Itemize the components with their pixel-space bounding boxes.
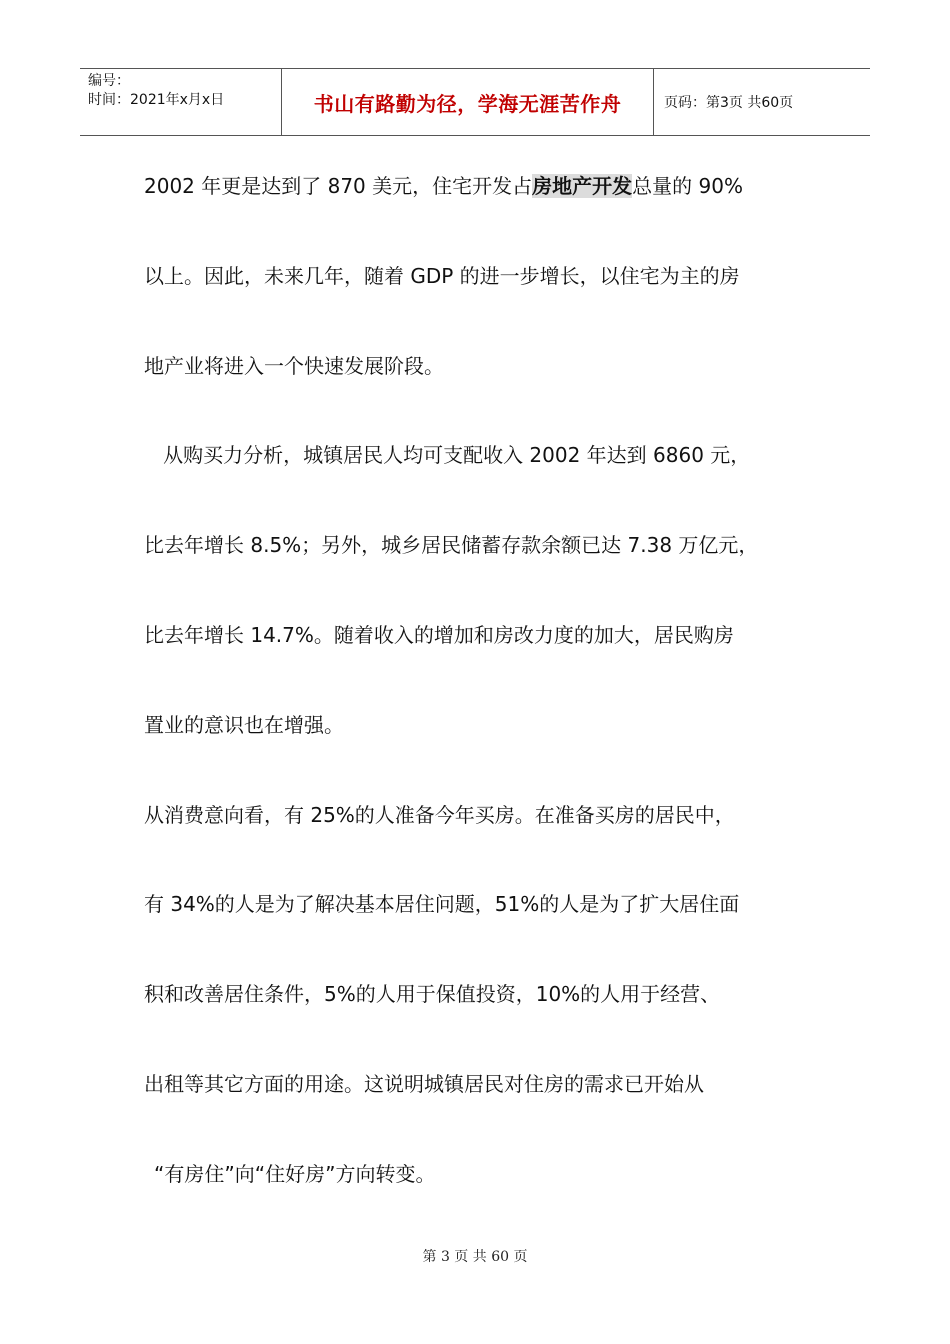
body-line-4: 从购买力分析，城镇居民人均可支配收入 2002 年达到 6860 元，: [144, 443, 751, 468]
body-line-1: 2002 年更是达到了 870 美元，住宅开发占房地产开发总量的 90%: [144, 174, 743, 198]
header-motto: 书山有路勤为径，学海无涯苦作舟: [282, 69, 654, 135]
document-number-label: 编号：: [88, 73, 130, 89]
highlighted-term: 房地产开发: [532, 174, 633, 198]
body-line-2: 以上。因此，未来几年，随着 GDP 的进一步增长，以住宅为主的房: [144, 263, 740, 288]
body-line-3: 地产业将进入一个快速发展阶段。: [144, 353, 444, 378]
body-line-7: 置业的意识也在增强。: [144, 712, 344, 737]
body-line-12: “有房住”向“住好房”方向转变。: [154, 1161, 436, 1186]
body-line-10: 积和改善居住条件，5%的人用于保值投资，10%的人用于经营、: [144, 982, 721, 1007]
page-header: [80, 68, 870, 136]
header-page-info: 页码：第3页 共60页: [664, 95, 794, 111]
body-line-8: 从消费意向看，有 25%的人准备今年买房。在准备买房的居民中，: [144, 802, 735, 827]
body-line-6: 比去年增长 14.7%。随着收入的增加和房改力度的加大，居民购房: [144, 622, 734, 647]
body-line-9: 有 34%的人是为了解决基本居住问题，51%的人是为了扩大居住面: [144, 892, 740, 917]
document-body: [144, 160, 824, 1238]
document-date: 时间：2021年x月x日: [88, 92, 225, 108]
header-meta-cell: [80, 69, 282, 135]
page-footer: 第 3 页 共 60 页: [422, 1249, 528, 1265]
body-line-5: 比去年增长 8.5%；另外，城乡居民储蓄存款余额已达 7.38 万亿元，: [144, 533, 759, 558]
body-line-11: 出租等其它方面的用途。这说明城镇居民对住房的需求已开始从: [144, 1071, 704, 1096]
